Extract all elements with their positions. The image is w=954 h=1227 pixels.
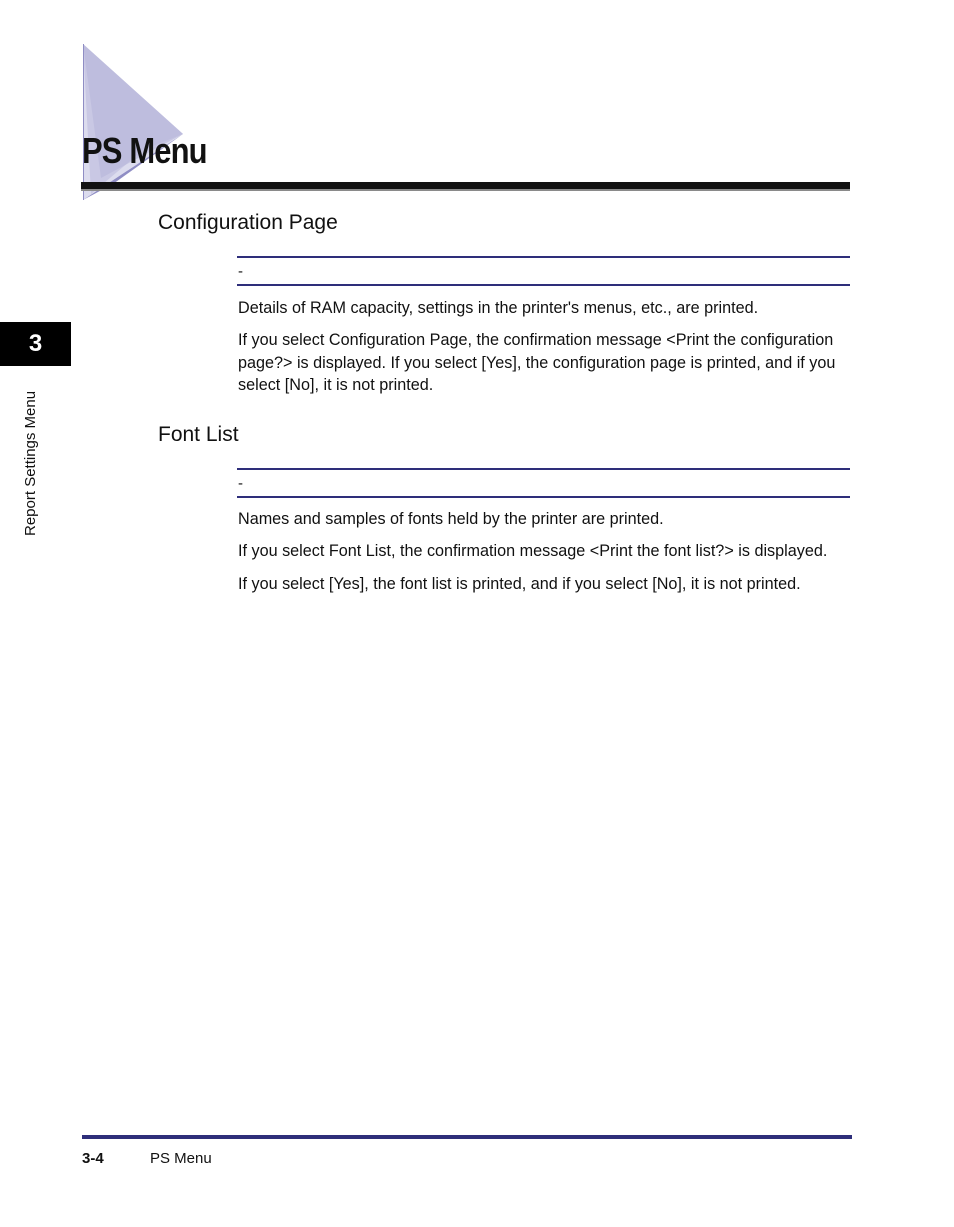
section-heading-font-list: Font List: [158, 423, 239, 446]
title-rule-shadow: [81, 189, 850, 191]
setting-value: -: [238, 475, 243, 492]
chapter-tab: [0, 322, 71, 366]
page-title: PS Menu: [82, 130, 207, 171]
section-heading-configuration-page: Configuration Page: [158, 211, 338, 234]
decorative-triangle-icon: [83, 44, 193, 202]
description-paragraph: Names and samples of fonts held by the printer are printed.: [238, 510, 664, 528]
footer-page-number: 3-4: [82, 1150, 104, 1167]
confirmation-paragraph: If you select Font List, the confirmation message <Print the font list?> is displayed.: [238, 542, 828, 560]
setting-value: -: [238, 263, 243, 280]
result-paragraph: If you select [Yes], the font list is printed, and if you select [No], it is not printed.: [238, 575, 801, 593]
setting-box-font-list: [237, 468, 850, 498]
chapter-number: 3: [28, 330, 43, 357]
footer-section-title: PS Menu: [150, 1150, 212, 1167]
footer-rule: [82, 1135, 852, 1139]
confirmation-paragraph: If you select Configuration Page, the confirmation message <Print the configuration page?> is displayed. If you select [Yes], the configuration page is printed, and if you select [No], it is not printed.: [238, 331, 836, 394]
title-rule: [81, 182, 850, 189]
setting-box-configuration-page: [237, 256, 850, 286]
description-paragraph: Details of RAM capacity, settings in the printer's menus, etc., are printed.: [238, 299, 759, 317]
chapter-side-label: Report Settings Menu: [22, 390, 39, 536]
